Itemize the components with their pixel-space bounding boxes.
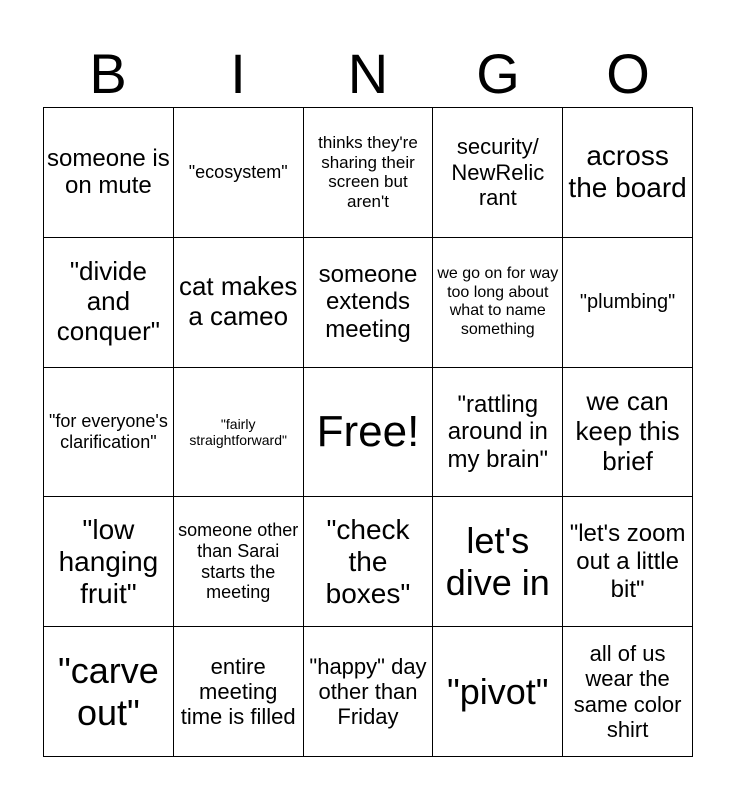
- bingo-cell[interactable]: someone is on mute: [44, 108, 174, 238]
- bingo-header: [43, 40, 693, 108]
- header-letter-b: B: [89, 42, 127, 105]
- header-letter-g: G: [476, 42, 520, 105]
- bingo-cell[interactable]: "fairly straightforward": [174, 368, 304, 498]
- bingo-card-grid: [43, 107, 693, 757]
- header-letter-o: O: [606, 42, 650, 105]
- bingo-cell[interactable]: "let's zoom out a little bit": [563, 497, 693, 627]
- bingo-cell[interactable]: all of us wear the same color shirt: [563, 627, 693, 757]
- bingo-cell[interactable]: thinks they're sharing their screen but aren't: [304, 108, 434, 238]
- bingo-cell[interactable]: "happy" day other than Friday: [304, 627, 434, 757]
- bingo-cell[interactable]: cat makes a cameo: [174, 238, 304, 368]
- bingo-cell[interactable]: we go on for way too long about what to name something: [433, 238, 563, 368]
- bingo-cell[interactable]: "rattling around in my brain": [433, 368, 563, 498]
- bingo-cell[interactable]: let's dive in: [433, 497, 563, 627]
- bingo-cell[interactable]: "carve out": [44, 627, 174, 757]
- bingo-cell[interactable]: "for everyone's clarification": [44, 368, 174, 498]
- bingo-cell[interactable]: "ecosystem": [174, 108, 304, 238]
- bingo-cell[interactable]: across the board: [563, 108, 693, 238]
- bingo-cell[interactable]: "divide and conquer": [44, 238, 174, 368]
- header-letter-n: N: [347, 42, 389, 105]
- bingo-cell[interactable]: "low hanging fruit": [44, 497, 174, 627]
- bingo-cell[interactable]: "check the boxes": [304, 497, 434, 627]
- bingo-cell[interactable]: entire meeting time is filled: [174, 627, 304, 757]
- header-letter-i: I: [230, 42, 246, 105]
- bingo-cell[interactable]: we can keep this brief: [563, 368, 693, 498]
- bingo-cell[interactable]: someone other than Sarai starts the meeting: [174, 497, 304, 627]
- bingo-cell[interactable]: security/ NewRelic rant: [433, 108, 563, 238]
- free-space-cell[interactable]: Free!: [304, 368, 434, 498]
- bingo-cell[interactable]: "plumbing": [563, 238, 693, 368]
- bingo-cell[interactable]: someone extends meeting: [304, 238, 434, 368]
- bingo-cell[interactable]: "pivot": [433, 627, 563, 757]
